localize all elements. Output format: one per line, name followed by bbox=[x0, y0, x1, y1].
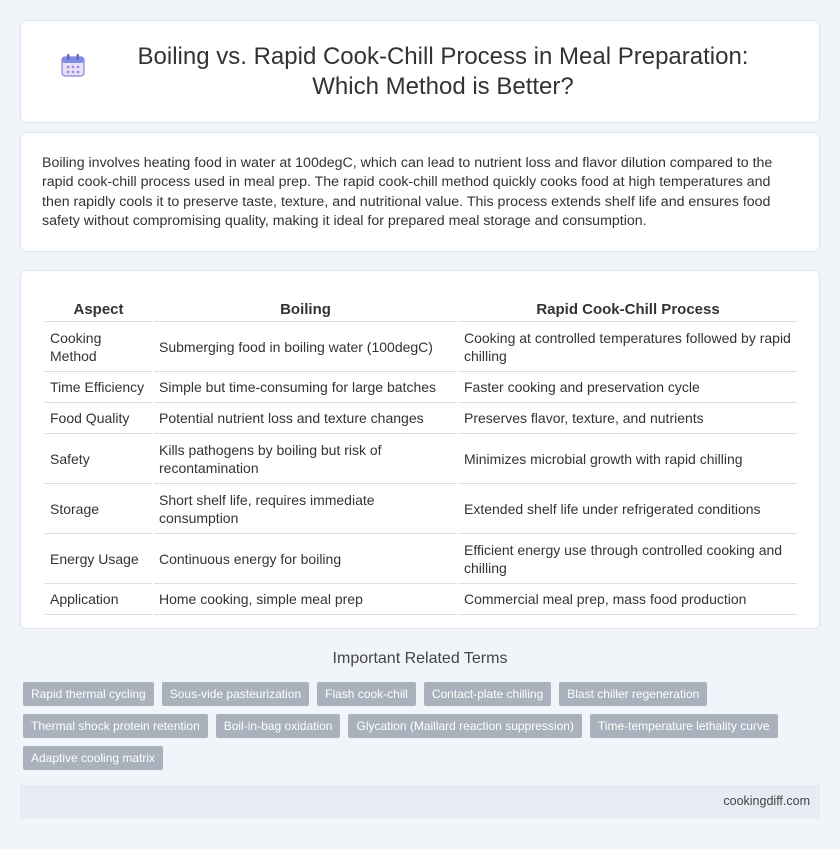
cell-aspect: Time Efficiency bbox=[45, 372, 152, 403]
related-tag[interactable]: Boil-in-bag oxidation bbox=[216, 714, 341, 738]
cell-aspect: Safety bbox=[45, 434, 152, 484]
related-terms-title: Important Related Terms bbox=[332, 650, 508, 667]
cell-aspect: Food Quality bbox=[45, 403, 152, 434]
table-row bbox=[45, 484, 797, 534]
related-tag[interactable]: Sous-vide pasteurization bbox=[162, 682, 309, 706]
cell-boiling: Kills pathogens by boiling but risk of recontamination bbox=[154, 434, 457, 484]
cell-cook-chill: Minimizes microbial growth with rapid chilling bbox=[459, 434, 797, 484]
table-row bbox=[45, 403, 797, 434]
table-header-row bbox=[45, 295, 797, 322]
header-boiling: Boiling bbox=[154, 295, 457, 322]
cell-aspect: Energy Usage bbox=[45, 534, 152, 584]
cell-boiling: Simple but time-consuming for large batches bbox=[154, 372, 457, 403]
cell-aspect: Application bbox=[45, 584, 152, 615]
related-tag[interactable]: Rapid thermal cycling bbox=[23, 682, 154, 706]
cell-boiling: Home cooking, simple meal prep bbox=[154, 584, 457, 615]
intro-card bbox=[20, 132, 820, 252]
cell-boiling: Potential nutrient loss and texture changes bbox=[154, 403, 457, 434]
cell-cook-chill: Preserves flavor, texture, and nutrients bbox=[459, 403, 797, 434]
related-tag[interactable]: Time-temperature lethality curve bbox=[590, 714, 778, 738]
related-tag[interactable]: Contact-plate chilling bbox=[424, 682, 551, 706]
cell-aspect: Cooking Method bbox=[45, 322, 152, 372]
cell-cook-chill: Cooking at controlled temperatures followed by rapid chilling bbox=[459, 322, 797, 372]
related-terms-tags bbox=[23, 682, 813, 770]
table-row bbox=[45, 434, 797, 484]
table-row bbox=[45, 584, 797, 615]
table-row bbox=[45, 534, 797, 584]
header-cook-chill: Rapid Cook-Chill Process bbox=[459, 295, 797, 322]
cell-boiling: Short shelf life, requires immediate consumption bbox=[154, 484, 457, 534]
comparison-table bbox=[43, 295, 799, 615]
related-tag[interactable]: Thermal shock protein retention bbox=[23, 714, 208, 738]
cell-cook-chill: Efficient energy use through controlled cooking and chilling bbox=[459, 534, 797, 584]
calendar-icon bbox=[60, 52, 86, 78]
related-tag[interactable]: Glycation (Maillard reaction suppression) bbox=[348, 714, 581, 738]
comparison-card bbox=[20, 270, 820, 629]
related-tag[interactable]: Adaptive cooling matrix bbox=[23, 746, 163, 770]
title-card bbox=[20, 20, 820, 123]
footer-site-link[interactable]: cookingdiff.com bbox=[723, 794, 810, 808]
cell-cook-chill: Commercial meal prep, mass food production bbox=[459, 584, 797, 615]
page-title: Boiling vs. Rapid Cook-Chill Process in Meal Preparation: Which Method is Better? bbox=[137, 42, 749, 100]
title-wrap bbox=[60, 42, 780, 102]
header-aspect: Aspect bbox=[45, 295, 152, 322]
related-tag[interactable]: Blast chiller regeneration bbox=[559, 682, 707, 706]
cell-boiling: Continuous energy for boiling bbox=[154, 534, 457, 584]
cell-boiling: Submerging food in boiling water (100degC) bbox=[154, 322, 457, 372]
cell-cook-chill: Extended shelf life under refrigerated conditions bbox=[459, 484, 797, 534]
table-row bbox=[45, 372, 797, 403]
footer bbox=[20, 785, 820, 818]
cell-aspect: Storage bbox=[45, 484, 152, 534]
related-tag[interactable]: Flash cook-chill bbox=[317, 682, 416, 706]
cell-cook-chill: Faster cooking and preservation cycle bbox=[459, 372, 797, 403]
table-row bbox=[45, 322, 797, 372]
intro-paragraph: Boiling involves heating food in water at 100degC, which can lead to nutrient loss and flavor dilution compared to the rapid cook-chill process used in meal prep. The rapid cook-chill method quickly cooks food at high temperatures and then rapidly cools it to preserve taste, texture, and nutritional value. This process extends shelf life and ensures food safety without compromising quality, making it ideal for prepared meal storage and consumption. bbox=[42, 155, 773, 230]
